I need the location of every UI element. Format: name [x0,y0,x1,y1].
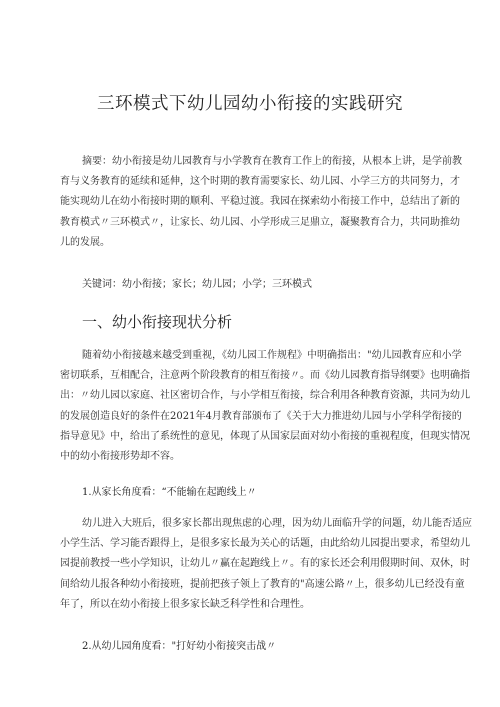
body-paragraph [60,346,470,467]
subheading: 1.从家长角度看：“不能输在起跑线上〃 [82,487,257,498]
abstract-line: 摘要：幼小衔接是幼儿园教育与小学教育在教育工作上的衔接，从根本上讲，是学前教 [82,156,462,167]
abstract-line: 教育模式〃三环模式〃，让家长、幼儿园、小学形成三足鼎立，凝聚教育合力，共同助推幼 [60,216,460,228]
paragraph-line: 幼儿进入大班后，很多家长都出现焦虑的心理，因为幼儿面临升学的问题，幼儿能否适应 [82,518,472,529]
paragraph-line: 小学生活、学习能否跟得上，是很多家长最为关心的话题，由此给幼儿园提出要求，希望幼儿 [60,538,470,550]
paragraph-line: 指导意见》中，给出了系统性的意见，体现了从国家层面对幼小衔接的重视程度，但现实情况 [60,430,470,442]
paragraph-line: 年了，所以在幼小衔接上很多家长缺乏科学性和合理性。 [60,598,310,610]
paragraph-line: 的发展创造良好的条件在2021年4月教育部颁布了《关于大力推进幼儿园与小学科学衔接的 [60,410,462,422]
paragraph-line: 间给幼儿报各种幼小衔接班，提前把孩子领上了教育的"高速公路〃上，很多幼儿已经没有童 [60,578,465,590]
abstract-line: 儿的发展。 [60,236,110,248]
paragraph-line: 密切联系，互相配合，注意两个阶段教育的相互衔接〃。而《幼儿园教育指导纲要》也明确指 [60,370,470,382]
paragraph-line: 中的幼小衔接形势却不容。 [60,451,180,463]
abstract-line: 育与义务教育的延续和延伸，这个时期的教育需要家长、幼儿园、小学三方的共同努力，才 [60,176,460,188]
section-heading: 一、幼小衔接现状分析 [82,313,233,331]
keywords: 关键词：幼小衔接；家长；幼儿园；小学；三环模式 [82,279,312,290]
paragraph-line: 出：〃幼儿园以家庭、社区密切合作，与小学相互衔接，综合利用各种教育资源，共同为幼儿 [60,390,470,402]
paragraph-line: 园提前教授一些小学知识，让幼儿〃赢在起跑线上〃。有的家长还会利用假期时间、双休，时 [60,558,470,570]
abstract-line: 能实现幼儿在幼小衔接时期的顺利、平稳过渡。我园在探索幼小衔接工作中，总结出了新的 [60,196,460,208]
paragraph-line: 随着幼小衔接越来越受到重视，《幼儿园工作规程》中明确指出："幼儿园教育应和小学 [82,350,462,361]
paper-title: 三环模式下幼儿园幼小衔接的实践研究 [97,94,403,114]
abstract [60,152,462,253]
body-paragraph [60,514,472,615]
subheading: 2.从幼儿园角度看："打好幼小衔接突击战〃 [82,641,277,652]
